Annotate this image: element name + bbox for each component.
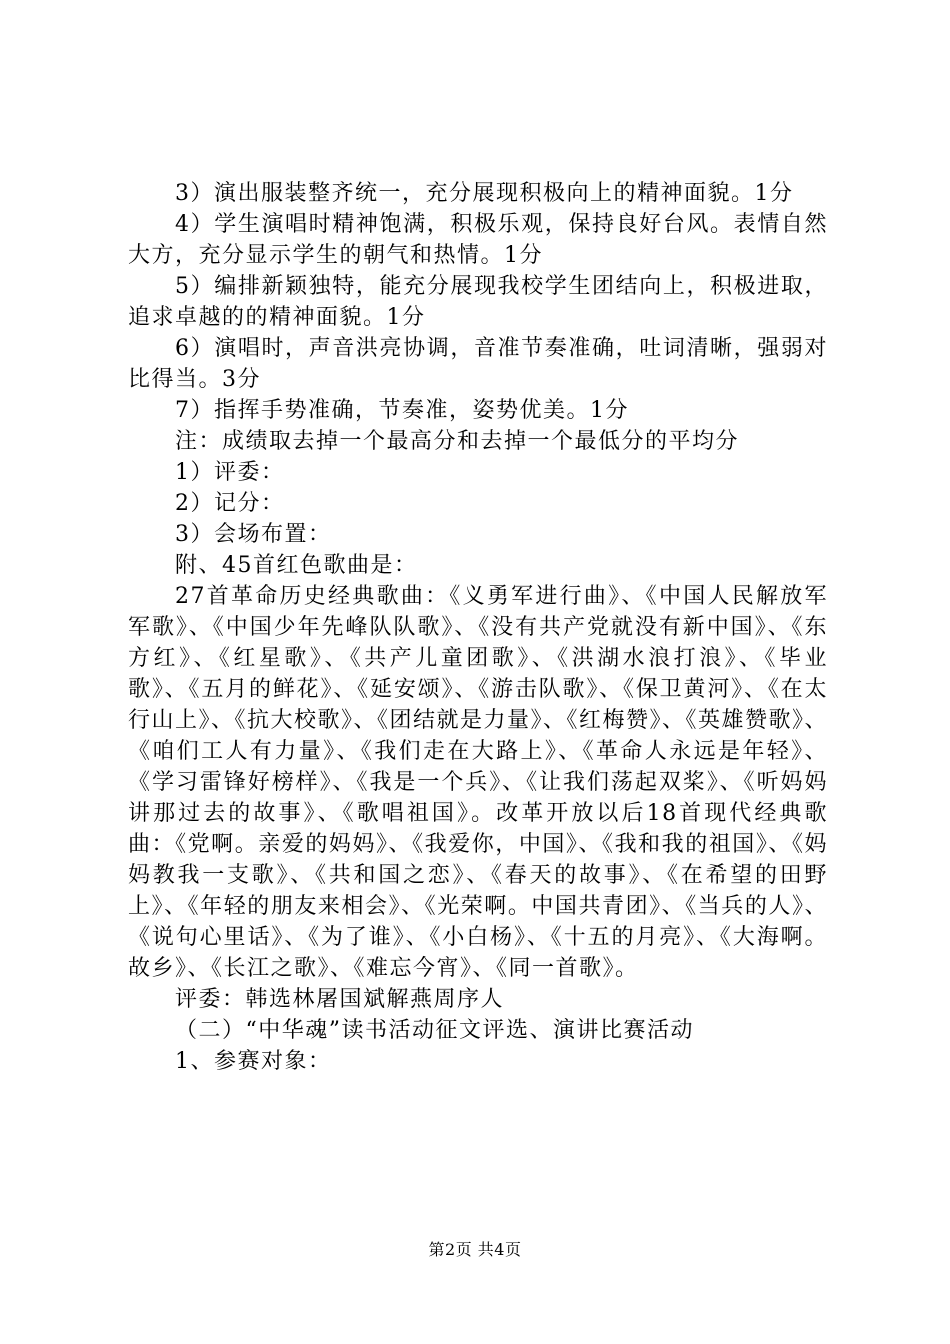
page-number: 第2页 共4页: [428, 1240, 522, 1259]
paragraph-judges: 1）评委：: [175, 460, 285, 485]
paragraph-judge-names: 评委：韩选林屠国斌解燕周序人: [175, 987, 505, 1012]
paragraph-participants: 1、参赛对象：: [175, 1049, 332, 1074]
paragraph-scoring-conductor: 7）指挥手势准确，节奏准，姿势优美。1分: [175, 398, 629, 423]
document-body: [128, 178, 828, 1077]
paragraph-scoring-spirit: 4）学生演唱时精神饱满，积极乐观，保持良好台风。表情自然大方，充分显示学生的朝气和热情。1分: [128, 212, 828, 268]
paragraph-appendix-title: 附、45首红色歌曲是：: [175, 553, 418, 578]
paragraph-song-list: 27首革命历史经典歌曲：《义勇军进行曲》、《中国人民解放军军歌》、《中国少年先峰队队歌》、《没有共产党就没有新中国》、《东方红》、《红星歌》、《共产儿童团歌》、《洪湖水浪打浪》、《毕业歌》、《五月的鲜花》、《延安颂》、《游击队歌》、《保卫黄河》、《在太行山上》、《抗大校歌》、《团结就是力量》、《红梅赞》、《英雄赞歌》、《咱们工人有力量》、《我们走在大路上》、《革命人永远是年轻》、《学习雷锋好榜样》、《我是一个兵》、《让我们荡起双桨》、《听妈妈讲那过去的故事》、《歌唱祖国》。改革开放以后18首现代经典歌曲：《党啊。亲爱的妈妈》、《我爱你，中国》、《我和我的祖国》、《妈妈教我一支歌》、《共和国之恋》、《春天的故事》、《在希望的田野上》、《年轻的朋友来相会》、《光荣啊。中国共青团》、《当兵的人》、《说句心里话》、《为了谁》、《小白杨》、《十五的月亮》、《大海啊。故乡》、《长江之歌》、《难忘今宵》、《同一首歌》。: [128, 584, 829, 981]
paragraph-scorekeeping: 2）记分：: [175, 491, 285, 516]
paragraph-note: 注：成绩取去掉一个最高分和去掉一个最低分的平均分: [175, 429, 740, 454]
section-heading: （二）“中华魂”读书活动征文评选、演讲比赛活动: [175, 1018, 694, 1043]
paragraph-scoring-costume: 3）演出服装整齐统一，充分展现积极向上的精神面貌。1分: [175, 181, 794, 206]
paragraph-venue: 3）会场布置：: [175, 522, 332, 547]
paragraph-scoring-singing: 6）演唱时，声音洪亮协调，音准节奏准确，吐词清晰，强弱对比得当。3分: [128, 336, 828, 392]
paragraph-scoring-arrangement: 5）编排新颖独特，能充分展现我校学生团结向上，积极进取，追求卓越的的精神面貌。1分: [128, 274, 828, 330]
